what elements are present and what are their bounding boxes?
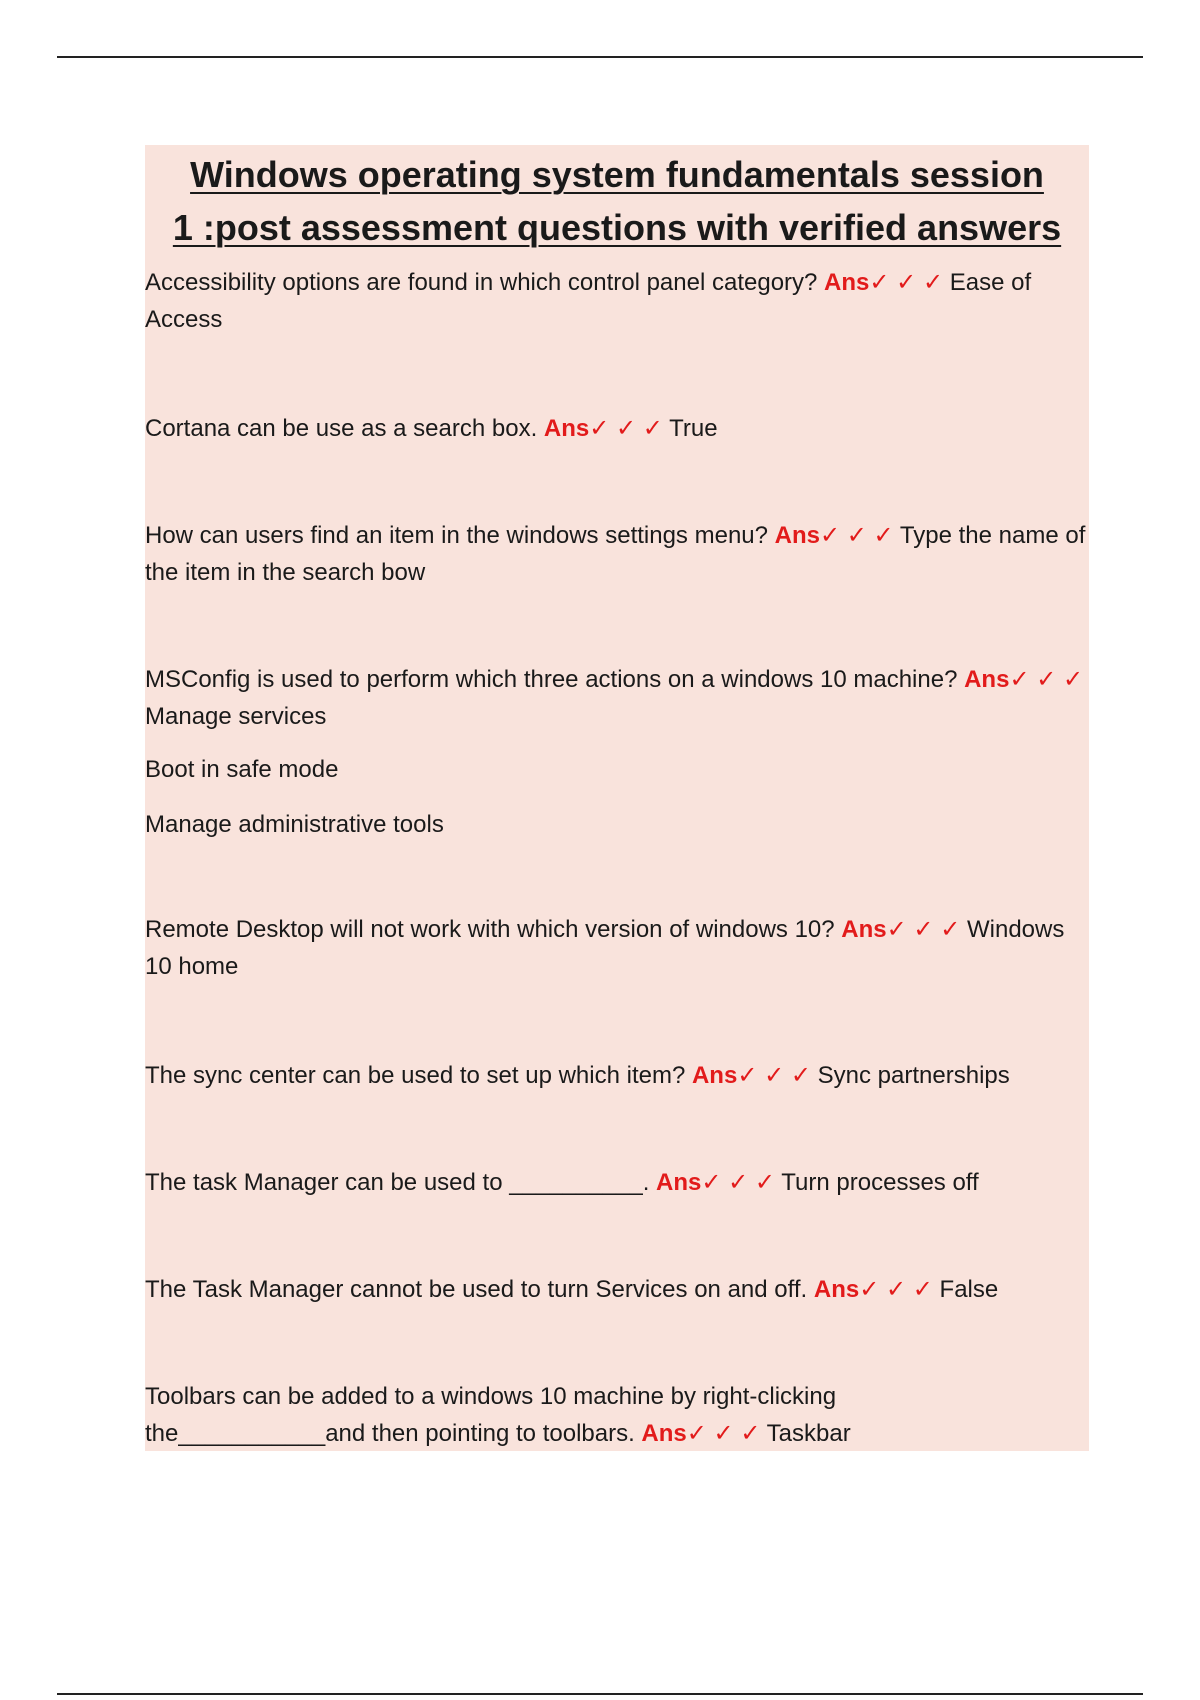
- content-highlight-box: [145, 145, 1089, 1451]
- footer-rule: [57, 1693, 1143, 1695]
- question-text: How can users find an item in the windows settings menu?: [145, 522, 775, 549]
- answer-text: Turn processes off: [775, 1169, 979, 1196]
- check-marks-icon: ✓ ✓ ✓: [737, 1062, 811, 1089]
- qa-item-4: [145, 661, 1089, 735]
- answer-text: Manage services: [145, 703, 327, 730]
- title-line-2: 1 :post assessment questions with verified answers: [172, 207, 1062, 248]
- question-text: The task Manager can be used to __________.: [145, 1169, 657, 1196]
- document-title: [145, 148, 1089, 254]
- answer-text: Windows 10 home: [145, 916, 1065, 980]
- ans-label: Ans: [813, 1276, 860, 1303]
- ans-label: Ans: [641, 1420, 687, 1447]
- question-text: Toolbars can be added to a windows 10 machine by right-clicking the___________and then pointing to toolbars.: [145, 1383, 837, 1447]
- qa-item-8: [145, 1271, 1089, 1308]
- question-text: Cortana can be use as a search box.: [145, 415, 544, 442]
- answer-text: False: [932, 1276, 999, 1303]
- check-marks-icon: ✓ ✓ ✓: [859, 1276, 933, 1303]
- answer-text: Taskbar: [760, 1420, 851, 1447]
- qa-item-7: [145, 1164, 1089, 1201]
- check-marks-icon: ✓ ✓ ✓: [701, 1169, 776, 1196]
- answer-extra-line-1: Boot in safe mode: [145, 756, 339, 783]
- qa-item-1: [145, 264, 1089, 338]
- answer-text: Sync partnerships: [810, 1062, 1010, 1089]
- question-text: The Task Manager cannot be used to turn Services on and off.: [145, 1276, 814, 1303]
- qa-item-5: [145, 911, 1089, 985]
- check-marks-icon: ✓ ✓ ✓: [886, 916, 961, 943]
- check-marks-icon: ✓ ✓ ✓: [820, 522, 894, 549]
- ans-label: Ans: [656, 1169, 702, 1196]
- ans-label: Ans: [691, 1062, 738, 1089]
- check-marks-icon: ✓ ✓ ✓: [686, 1420, 761, 1447]
- ans-label: Ans: [543, 415, 590, 442]
- answer-text: Ease of Access: [145, 269, 1032, 333]
- ans-label: Ans: [841, 916, 887, 943]
- question-text: Remote Desktop will not work with which version of windows 10?: [145, 916, 842, 943]
- header-rule: [57, 56, 1143, 58]
- question-text: The sync center can be used to set up which item?: [145, 1062, 692, 1089]
- title-line-1: Windows operating system fundamentals session: [190, 154, 1044, 195]
- ans-label: Ans: [964, 666, 1010, 693]
- qa-item-6: [145, 1057, 1089, 1094]
- qa-item-2: [145, 410, 1089, 447]
- ans-label: Ans: [824, 269, 870, 296]
- check-marks-icon: ✓ ✓ ✓: [1009, 666, 1084, 693]
- question-text: Accessibility options are found in which control panel category?: [145, 269, 825, 296]
- qa-item-9: [145, 1378, 905, 1452]
- answer-extra-line-2: Manage administrative tools: [145, 811, 444, 838]
- qa-item-3: [145, 517, 1089, 591]
- check-marks-icon: ✓ ✓ ✓: [869, 269, 944, 296]
- answer-text: True: [662, 415, 718, 442]
- check-marks-icon: ✓ ✓ ✓: [589, 415, 663, 442]
- answer-text: Type the name of the item in the search bow: [145, 522, 1086, 586]
- ans-label: Ans: [774, 522, 820, 549]
- question-text: MSConfig is used to perform which three actions on a windows 10 machine?: [145, 666, 965, 693]
